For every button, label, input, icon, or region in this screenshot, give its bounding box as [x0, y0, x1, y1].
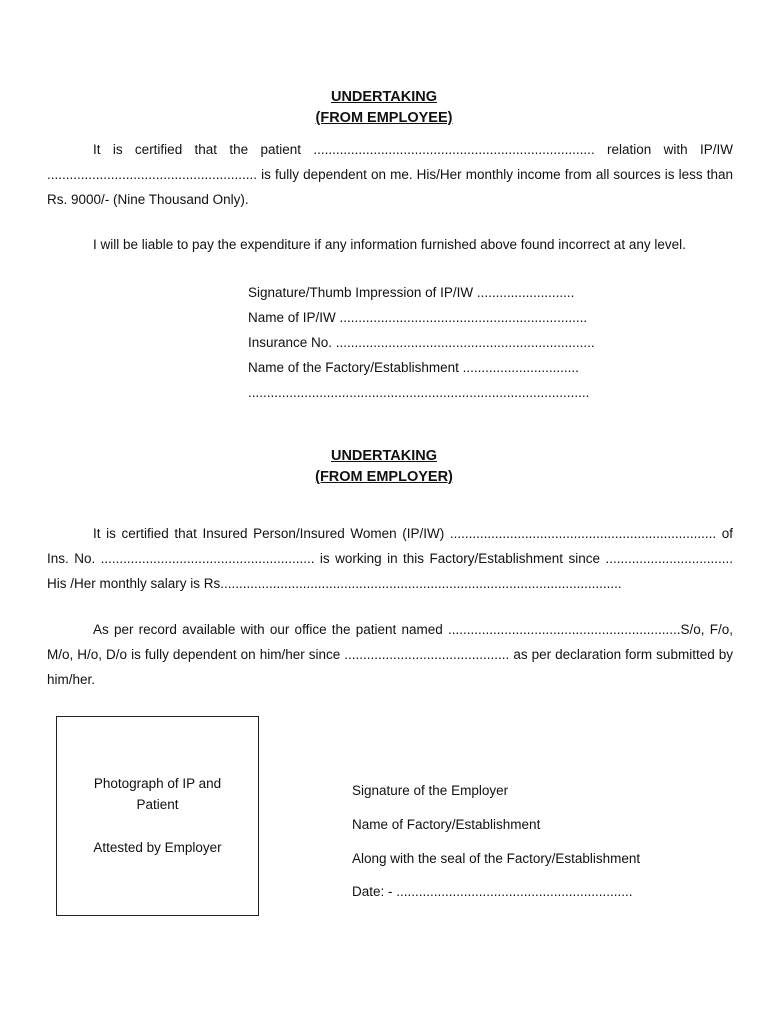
employer-date-line: Date: - ...............................................................	[352, 884, 633, 899]
employer-paragraph-2	[47, 617, 733, 692]
name-of-ip-line: Name of IP/IW ..................................................................	[248, 310, 588, 325]
employee-title: UNDERTAKING	[330, 89, 438, 105]
employee-paragraph-2-text: I will be liable to pay the expenditure if any information furnished above found incorrect at any level.	[93, 237, 686, 252]
photo-box-line-3: Attested by Employer	[93, 840, 222, 855]
insurance-no-line: Insurance No. .....................................................................	[248, 335, 595, 350]
employer-paragraph-2-text: As per record available with our office the patient named ..............................................................S/o, F/o, M/o, H/o, D/o is fully dependent on him/her since ............................................ as per declaration form submitted by him/her.	[47, 622, 733, 687]
signature-thumb-line: Signature/Thumb Impression of IP/IW ..........................	[248, 285, 575, 300]
employer-title: UNDERTAKING	[330, 448, 438, 464]
extra-dotted-line: ...........................................................................................	[248, 385, 590, 400]
employer-paragraph-1-text: It is certified that Insured Person/Insured Women (IP/IW) ....................................................................... of Ins. No. ......................................................... is working in this Factory/Establishment since .................................. His /Her monthly salary is Rs...........................................................................................................	[47, 526, 733, 591]
employer-paragraph-1	[47, 521, 733, 596]
employee-paragraph-2	[47, 232, 733, 257]
photo-box-line-2: Patient	[136, 797, 179, 812]
employee-paragraph-1	[47, 137, 733, 212]
employer-signature-label: Signature of the Employer	[352, 783, 509, 798]
photo-box-line-1: Photograph of IP and	[93, 776, 222, 791]
factory-name-line: Name of the Factory/Establishment ...............................	[248, 360, 579, 375]
employer-seal-label: Along with the seal of the Factory/Establishment	[352, 851, 641, 866]
employer-factory-label: Name of Factory/Establishment	[352, 817, 541, 832]
employer-subtitle: (FROM EMPLOYER)	[315, 469, 453, 485]
photograph-box	[56, 716, 259, 916]
employee-subtitle: (FROM EMPLOYEE)	[315, 110, 453, 126]
employee-paragraph-1-text: It is certified that the patient ........................................................................... relation with IP/IW ........................................................ is fully dependent on me. His/Her monthly income from all sources is less than Rs. 9000/- (Nine Thousand Only).	[47, 142, 733, 207]
